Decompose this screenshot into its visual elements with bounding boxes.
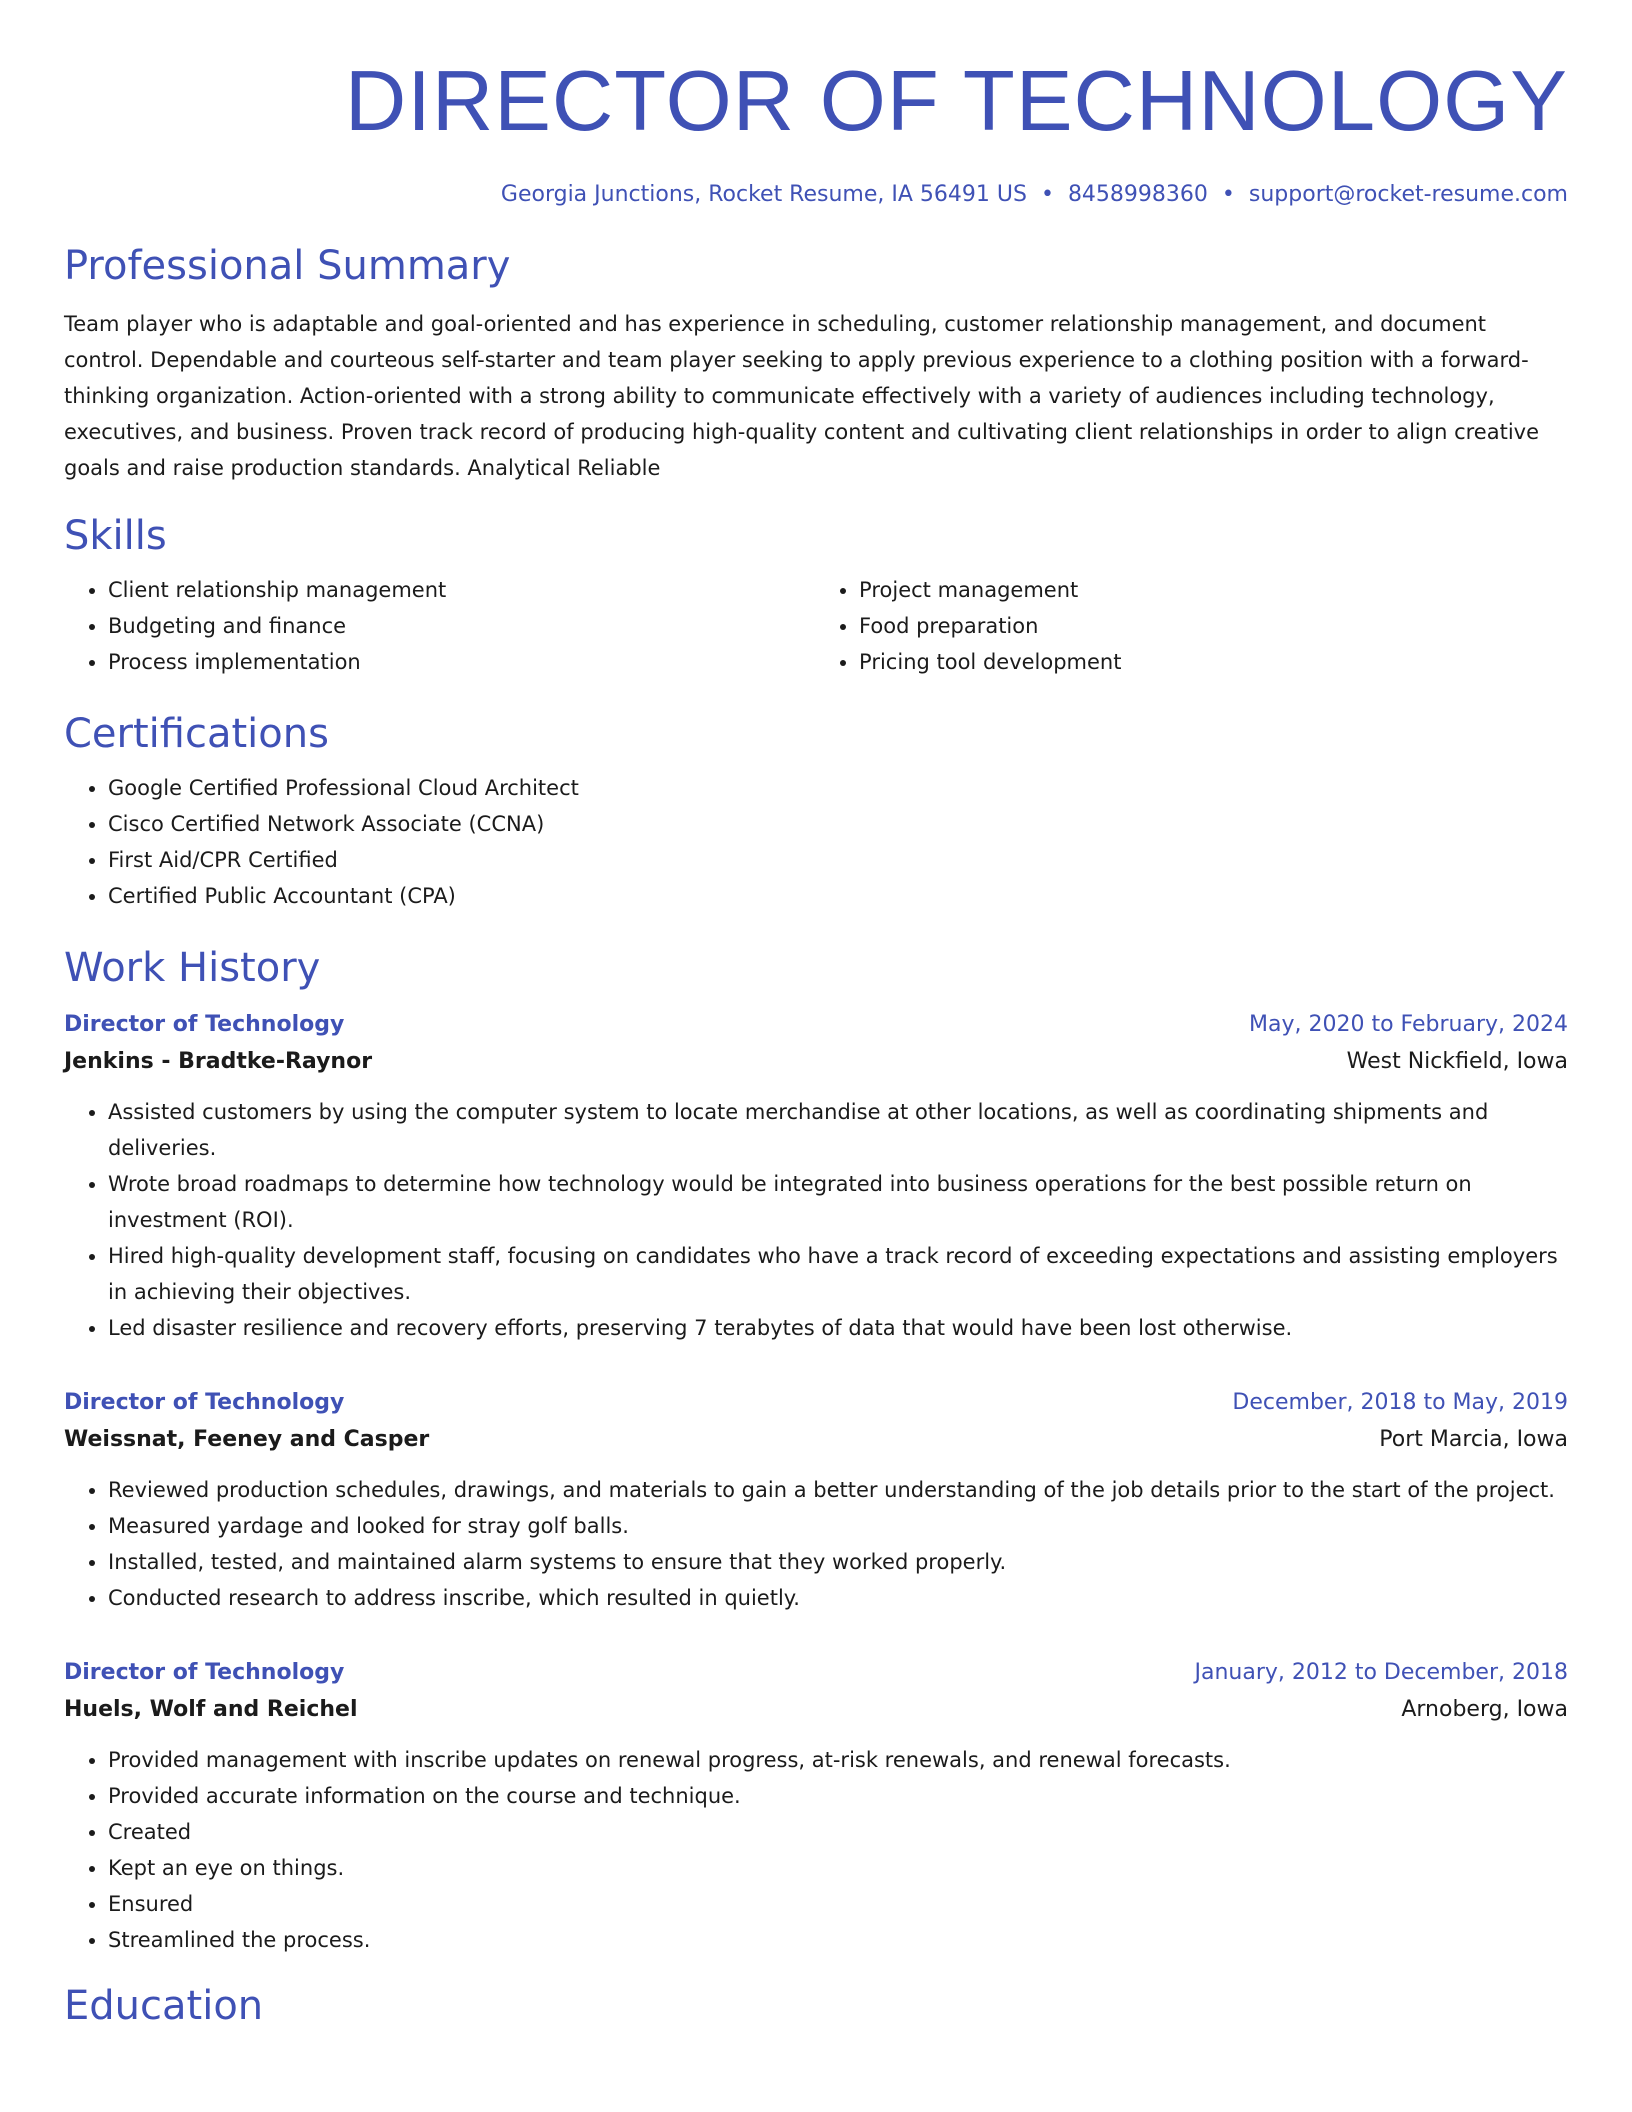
- certification-item: • Google Certified Professional Cloud Architect: [108, 770, 1568, 806]
- job-bullets: [64, 1742, 1568, 1958]
- skill-item: • Project management: [859, 572, 1568, 608]
- job-bullet: • Reviewed production schedules, drawings, and materials to gain a better understanding of the job details prior to the start of the project.: [108, 1472, 1568, 1508]
- job-bullet: • Ensured: [108, 1886, 1568, 1922]
- contact-separator: •: [1040, 182, 1054, 207]
- job-header: [64, 1008, 1568, 1042]
- skills-list-left: [64, 572, 815, 680]
- education-section: [64, 1980, 1568, 2032]
- job-bullet: • Wrote broad roadmaps to determine how technology would be integrated into business operations for the best possible return on investment (ROI).: [108, 1166, 1568, 1238]
- job-subheader: [64, 1690, 1568, 1730]
- skill-item: • Client relationship management: [108, 572, 815, 608]
- job-bullet: • Kept an eye on things.: [108, 1850, 1568, 1886]
- contact-address: Georgia Junctions, Rocket Resume, IA 56491 US: [500, 182, 1027, 207]
- job-location: Port Marcia, Iowa: [1379, 1427, 1568, 1452]
- job-bullet: • Streamlined the process.: [108, 1922, 1568, 1958]
- certification-item: • Cisco Certified Network Associate (CCNA): [108, 806, 1568, 842]
- job-bullet: • Hired high-quality development staff, focusing on candidates who have a track record of exceeding expectations and assisting employers in achieving their objectives.: [108, 1238, 1568, 1310]
- job-title: Director of Technology: [64, 1012, 345, 1037]
- certifications-section: [64, 708, 1568, 914]
- skill-item: • Food preparation: [859, 608, 1568, 644]
- contact-email: support@rocket-resume.com: [1248, 182, 1568, 207]
- job-header: [64, 1386, 1568, 1420]
- job-dates: May, 2020 to February, 2024: [1249, 1012, 1568, 1037]
- certifications-list: [64, 770, 1568, 914]
- professional-summary-section: [64, 240, 1568, 486]
- skills-section: [64, 510, 1568, 680]
- job-subheader: [64, 1042, 1568, 1082]
- job-entry: [64, 1656, 1568, 1958]
- section-title: Education: [64, 1983, 264, 2029]
- section-title: Certifications: [64, 711, 329, 757]
- summary-text: Team player who is adaptable and goal-oriented and has experience in scheduling, customer relationship management, and document control. Dependable and courteous self-starter and team player seeking to apply previous experience to a clothing position with a forward-thinking organization. Action-oriented with a strong ability to communicate effectively with a variety of audiences including technology, executives, and business. Proven track record of producing high-quality content and cultivating client relationships in order to align creative goals and raise production standards. Analytical Reliable: [64, 312, 1540, 480]
- contact-line: [64, 180, 1568, 210]
- job-bullet: • Created: [108, 1814, 1568, 1850]
- work-history-section: [64, 942, 1568, 1958]
- job-title: Director of Technology: [64, 1390, 345, 1415]
- job-bullet: • Measured yardage and looked for stray golf balls.: [108, 1508, 1568, 1544]
- certification-item: • Certified Public Accountant (CPA): [108, 878, 1568, 914]
- job-location: West Nickfield, Iowa: [1346, 1049, 1568, 1074]
- job-company: Weissnat, Feeney and Casper: [64, 1427, 430, 1452]
- job-bullet: • Conducted research to address inscribe, which resulted in quietly.: [108, 1580, 1568, 1616]
- section-title: Professional Summary: [64, 243, 511, 289]
- skills-list-right: [815, 572, 1568, 680]
- job-bullet: • Provided management with inscribe updates on renewal progress, at-risk renewals, and renewal forecasts.: [108, 1742, 1568, 1778]
- resume-header: [64, 0, 1568, 210]
- skill-item: • Pricing tool development: [859, 644, 1568, 680]
- job-title: Director of Technology: [64, 1660, 345, 1685]
- resume-name: DIRECTOR OF TECHNOLOGY: [344, 54, 1568, 149]
- certification-item: • First Aid/CPR Certified: [108, 842, 1568, 878]
- job-bullet: • Assisted customers by using the computer system to locate merchandise at other locations, as well as coordinating shipments and deliveries.: [108, 1094, 1568, 1166]
- job-bullet: • Provided accurate information on the course and technique.: [108, 1778, 1568, 1814]
- job-bullet: • Installed, tested, and maintained alarm systems to ensure that they worked properly.: [108, 1544, 1568, 1580]
- contact-separator: •: [1221, 182, 1235, 207]
- job-dates: January, 2012 to December, 2018: [1194, 1660, 1568, 1685]
- job-dates: December, 2018 to May, 2019: [1232, 1390, 1568, 1415]
- contact-phone: 8458998360: [1067, 182, 1208, 207]
- job-company: Huels, Wolf and Reichel: [64, 1697, 358, 1722]
- job-header: [64, 1656, 1568, 1690]
- section-title: Work History: [64, 945, 321, 991]
- job-bullets: [64, 1472, 1568, 1616]
- job-bullets: [64, 1094, 1568, 1346]
- section-title: Skills: [64, 513, 167, 559]
- job-subheader: [64, 1420, 1568, 1460]
- skills-grid: [64, 572, 1568, 680]
- job-entry: [64, 1386, 1568, 1616]
- job-bullet: • Led disaster resilience and recovery efforts, preserving 7 terabytes of data that would have been lost otherwise.: [108, 1310, 1568, 1346]
- job-entry: [64, 1008, 1568, 1346]
- job-company: Jenkins - Bradtke-Raynor: [64, 1049, 373, 1074]
- skill-item: • Budgeting and finance: [108, 608, 815, 644]
- skill-item: • Process implementation: [108, 644, 815, 680]
- job-location: Arnoberg, Iowa: [1401, 1697, 1568, 1722]
